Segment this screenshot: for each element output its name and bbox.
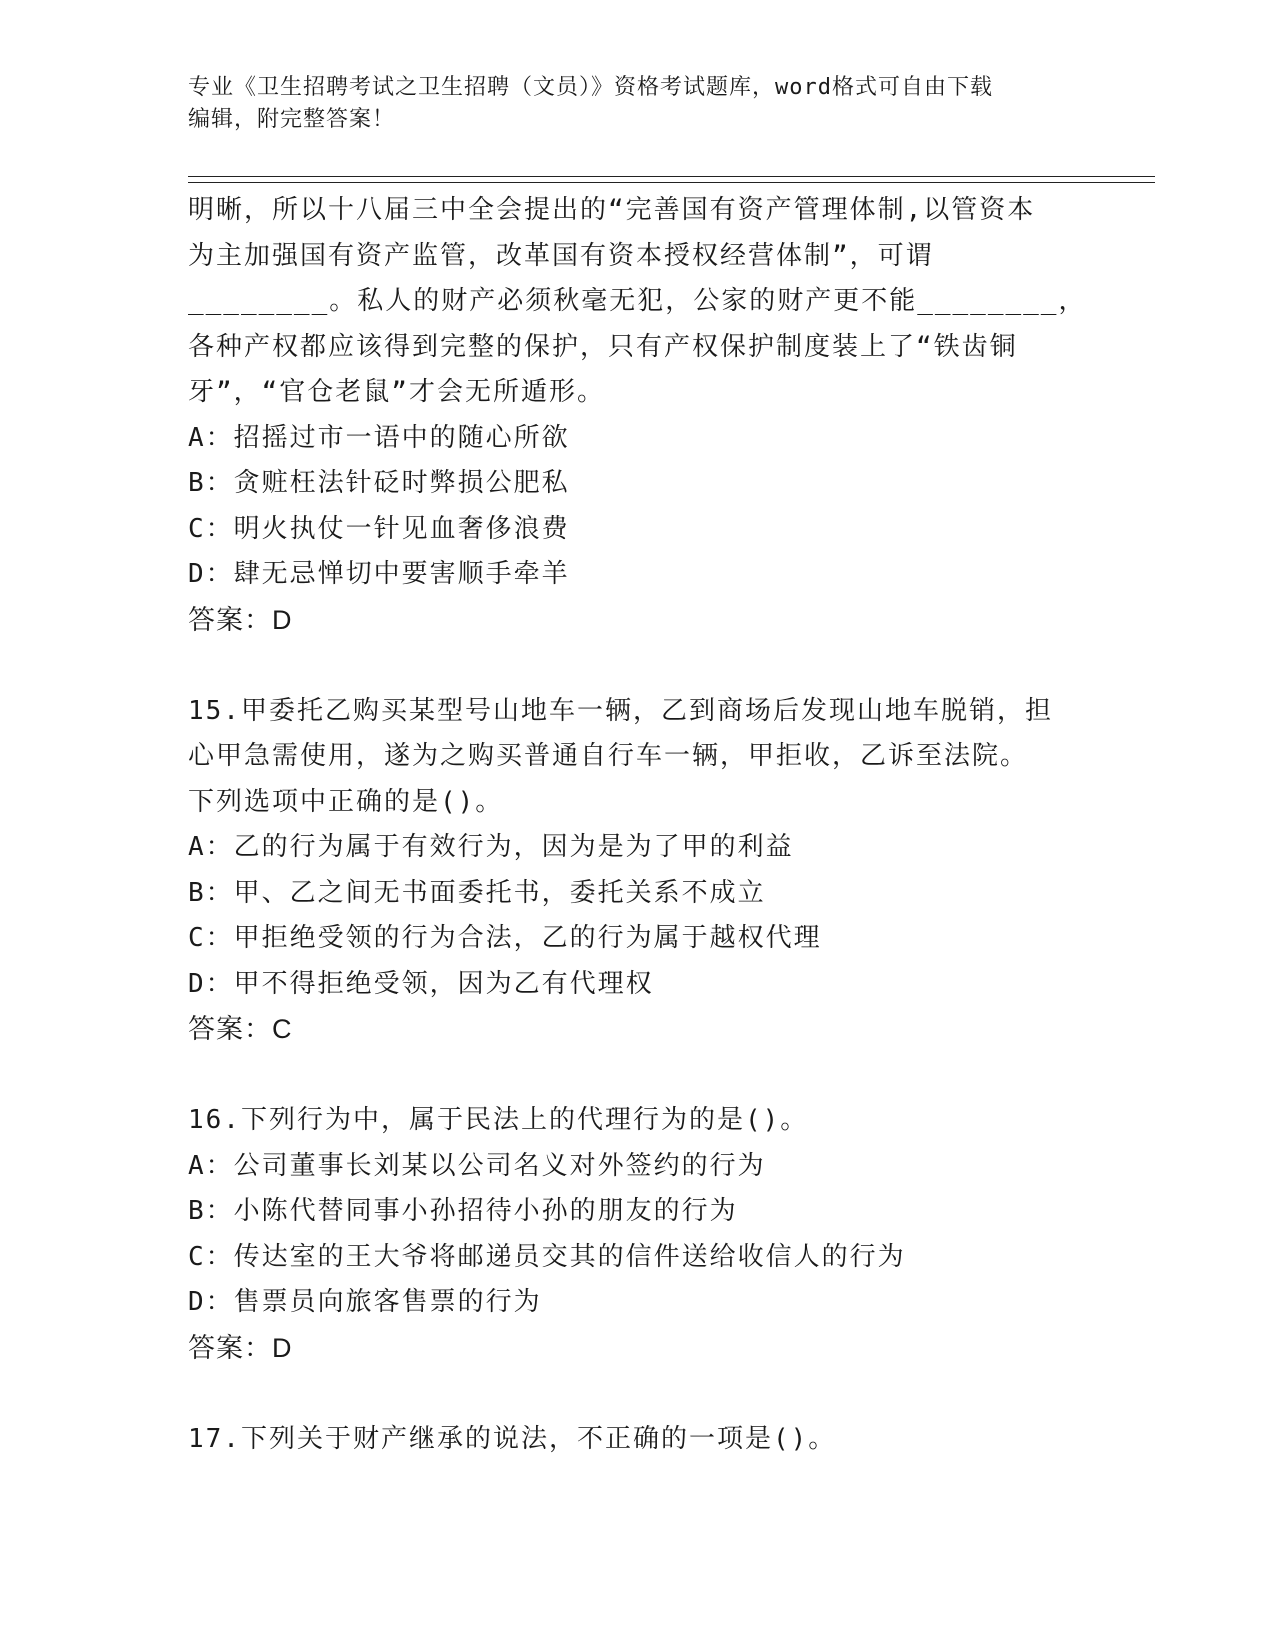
question-stem-line: 15.甲委托乙购买某型号山地车一辆，乙到商场后发现山地车脱销，担 (188, 695, 1053, 726)
option-b: B：小陈代替同事小孙招待小孙的朋友的行为 (188, 1196, 738, 1226)
question-stem-line: ________。私人的财产必须秋毫无犯，公家的财产更不能________， (188, 286, 1087, 316)
option-c: C：传达室的王大爷将邮递员交其的信件送给收信人的行为 (188, 1241, 906, 1272)
question-15 (188, 689, 1088, 1053)
question-stem-line: 16.下列行为中，属于民法上的代理行为的是()。 (188, 1105, 809, 1135)
option-d: D：甲不得拒绝受领，因为乙有代理权 (188, 968, 654, 999)
question-stem-line: 17.下列关于财产继承的说法，不正确的一项是()。 (188, 1423, 837, 1454)
question-stem-line: 明晰，所以十八届三中全会提出的“完善国有资产管理体制,以管资本 (188, 195, 1036, 225)
header-rule-bottom (188, 182, 1155, 183)
question-stem-line: 牙”，“官仓老鼠”才会无所遁形。 (188, 377, 605, 407)
question-stem-line: 为主加强国有资产监管，改革国有资本授权经营体制”，可谓 (188, 240, 934, 271)
option-a: A：乙的行为属于有效行为，因为是为了甲的利益 (188, 832, 794, 862)
header-line-1: 专业《卫生招聘考试之卫生招聘（文员）》资格考试题库，word格式可自由下载 (188, 75, 993, 100)
option-c: C：明火执仗一针见血奢侈浪费 (188, 513, 570, 544)
option-b: B：甲、乙之间无书面委托书，委托关系不成立 (188, 877, 766, 908)
question-content (188, 188, 1088, 1462)
header-rule-top (188, 176, 1155, 177)
spacer (188, 643, 1088, 689)
option-a: A：公司董事长刘某以公司名义对外签约的行为 (188, 1150, 766, 1181)
answer-label: 答案：D (188, 1332, 293, 1363)
question-stem-line: 心甲急需使用，遂为之购买普通自行车一辆，甲拒收，乙诉至法院。 (188, 741, 1029, 771)
question-17 (188, 1417, 1088, 1463)
header-line-2: 编辑，附完整答案！ (188, 107, 396, 132)
question-stem-line: 各种产权都应该得到完整的保护，只有产权保护制度装上了“铁齿铜 (188, 331, 1018, 362)
question-14 (188, 188, 1088, 643)
option-d: D：肆无忌惮切中要害顺手牵羊 (188, 559, 570, 589)
question-16 (188, 1098, 1088, 1371)
option-c: C：甲拒绝受领的行为合法，乙的行为属于越权代理 (188, 923, 822, 953)
answer-label: 答案：C (188, 1014, 293, 1044)
spacer (188, 1053, 1088, 1099)
option-a: A：招摇过市一语中的随心所欲 (188, 422, 570, 453)
question-stem-line: 下列选项中正确的是()。 (188, 786, 504, 817)
answer-label: 答案：D (188, 604, 293, 635)
option-b: B：贪赃枉法针砭时弊损公肥私 (188, 468, 570, 498)
spacer (188, 1371, 1088, 1417)
page-header (188, 72, 1088, 136)
option-d: D：售票员向旅客售票的行为 (188, 1287, 542, 1317)
